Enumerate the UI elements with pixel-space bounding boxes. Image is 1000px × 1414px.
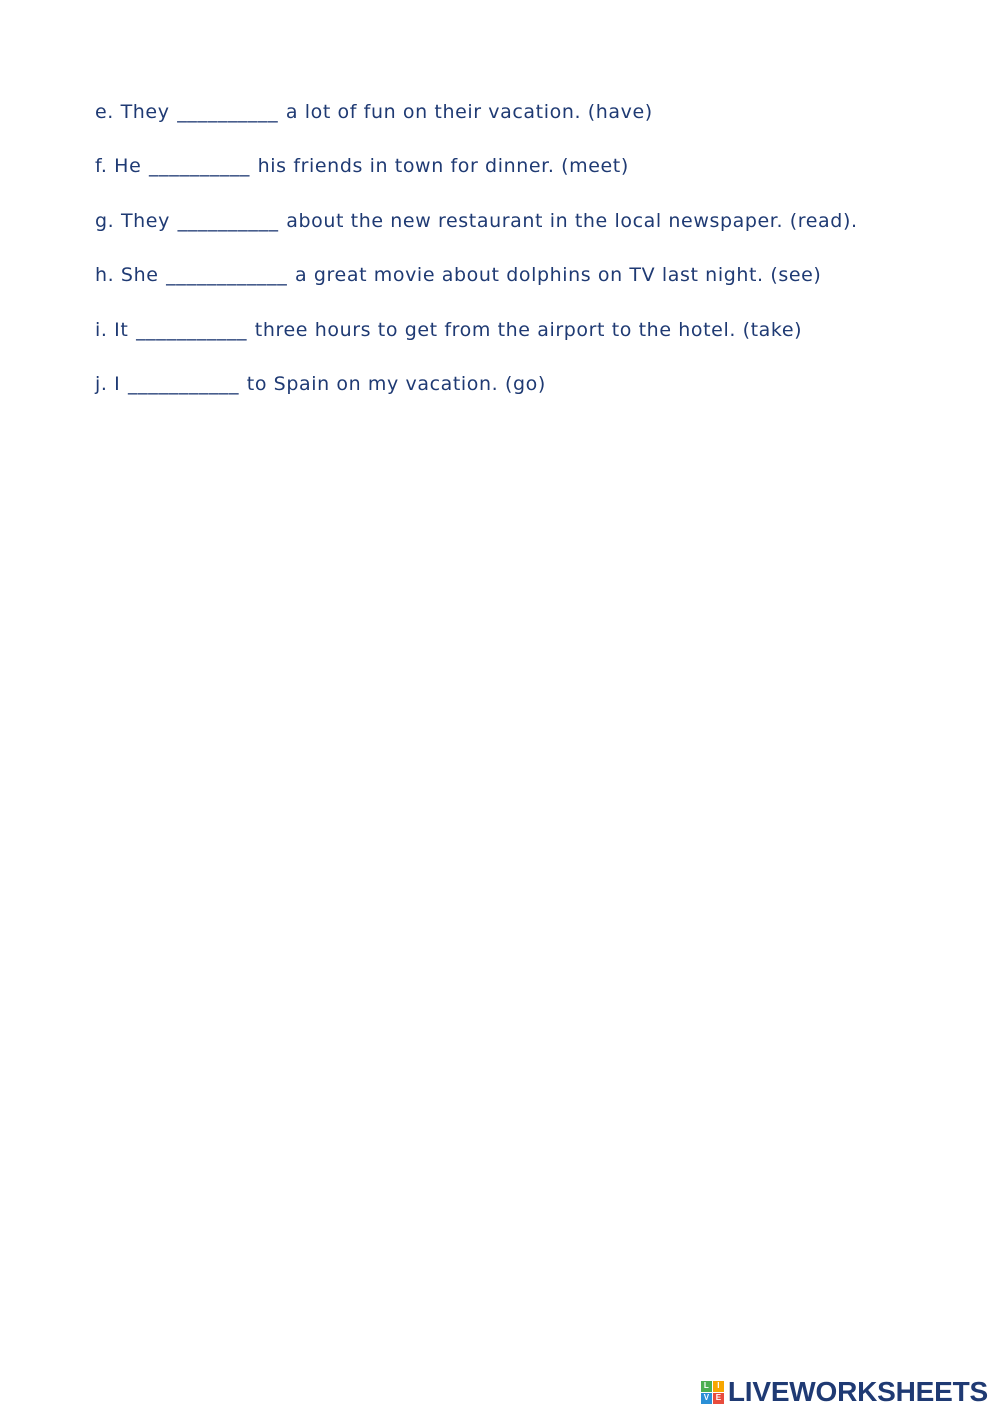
exercise-prefix: g. They <box>95 209 177 232</box>
logo-cell-e: E <box>713 1393 724 1404</box>
exercise-prefix: j. I <box>95 372 128 395</box>
answer-blank-i[interactable]: ___________ <box>136 318 248 341</box>
exercise-prefix: e. They <box>95 101 177 123</box>
logo-cell-l: L <box>701 1381 712 1392</box>
exercise-text: his friends in town for dinner. (meet) <box>251 155 629 178</box>
exercise-item-i <box>95 315 975 369</box>
exercise-item-e <box>95 97 975 151</box>
answer-blank-f[interactable]: __________ <box>149 155 251 178</box>
exercise-text: to Spain on my vacation. (go) <box>240 372 546 395</box>
answer-blank-j[interactable]: ___________ <box>128 372 240 395</box>
exercise-prefix: i. It <box>95 318 136 341</box>
exercise-text: a great movie about dolphins on TV last night. (see) <box>288 264 822 287</box>
exercise-text: three hours to get from the airport to the hotel. (take) <box>248 318 803 341</box>
exercise-item-f <box>95 151 975 205</box>
answer-blank-h[interactable]: ____________ <box>166 264 288 287</box>
exercise-list <box>95 97 975 423</box>
exercise-prefix: h. She <box>95 264 166 287</box>
liveworksheets-logo-icon <box>701 1381 724 1404</box>
brand-name: LIVEWORKSHEETS <box>727 1376 988 1407</box>
answer-blank-e[interactable]: __________ <box>177 101 279 123</box>
logo-cell-i: I <box>713 1381 724 1392</box>
logo-cell-v: V <box>701 1393 712 1404</box>
exercise-item-h <box>95 260 975 314</box>
exercise-text: a lot of fun on their vacation. (have) <box>279 101 653 123</box>
exercise-item-g <box>95 206 975 260</box>
exercise-item-j <box>95 369 975 423</box>
exercise-prefix: f. He <box>95 155 149 178</box>
brand-footer[interactable] <box>701 1378 988 1406</box>
exercise-text: about the new restaurant in the local newspaper. (read). <box>279 209 858 232</box>
answer-blank-g[interactable]: __________ <box>177 209 279 232</box>
